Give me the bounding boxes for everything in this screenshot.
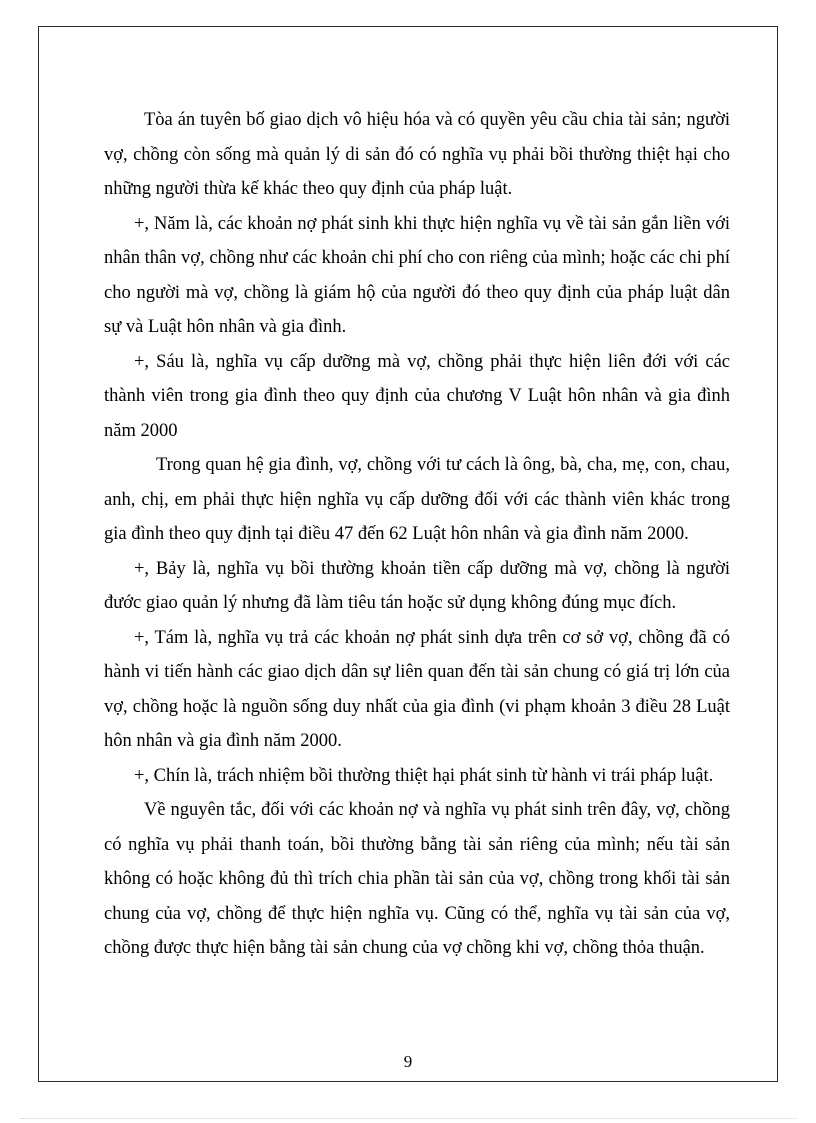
page-number: 9 bbox=[403, 1052, 413, 1071]
paragraph-5: +, Bảy là, nghĩa vụ bồi thường khoản tiền cấp dưỡng mà vợ, chồng là người đước giao quản lý nhưng đã làm tiêu tán hoặc sử dụng không đúng mục đích. bbox=[104, 558, 730, 613]
paragraph-4: Trong quan hệ gia đình, vợ, chồng với tư cách là ông, bà, cha, mẹ, con, chau, anh, chị, em phải thực hiện nghĩa vụ cấp dưỡng đối với các thành viên khác trong gia đình theo quy định tại điều 47 đến 62 Luật hôn nhân và gia đình năm 2000. bbox=[104, 455, 730, 544]
body-text bbox=[104, 103, 730, 966]
footer-divider bbox=[20, 1118, 796, 1119]
paragraph-2: +, Năm là, các khoản nợ phát sinh khi thực hiện nghĩa vụ về tài sản gắn liền với nhân thân vợ, chồng như các khoản chi phí cho con riêng của mình; hoặc các chi phí cho người mà vợ, chồng là giám hộ của người đó theo quy định của pháp luật dân sự và Luật hôn nhân và gia đình. bbox=[104, 213, 730, 337]
paragraph-1: Tòa án tuyên bố giao dịch vô hiệu hóa và có quyền yêu cầu chia tài sản; người vợ, chồng còn sống mà quản lý di sản đó có nghĩa vụ phải bồi thường thiệt hại cho những người thừa kế khác theo quy định của pháp luật. bbox=[104, 110, 730, 199]
paragraph-8: Về nguyên tắc, đối với các khoản nợ và nghĩa vụ phát sinh trên đây, vợ, chồng có nghĩa vụ phải thanh toán, bồi thường bằng tài sản riêng của mình; nếu tài sản không có hoặc không đủ thì trích chia phần tài sản của vợ, chồng trong khối tài sản chung của vợ, chồng để thực hiện nghĩa vụ. Cũng có thể, nghĩa vụ tài sản của vợ, chồng được thực hiện bằng tài sản chung của vợ chồng khi vợ, chồng thỏa thuận. bbox=[104, 800, 730, 958]
paragraph-6: +, Tám là, nghĩa vụ trả các khoản nợ phát sinh dựa trên cơ sở vợ, chồng đã có hành vi tiến hành các giao dịch dân sự liên quan đến tài sản chung có giá trị lớn của vợ, chồng hoặc là nguồn sống duy nhất của gia đình (vi phạm khoản 3 điều 28 Luật hôn nhân và gia đình năm 2000. bbox=[104, 627, 730, 751]
paragraph-7: +, Chín là, trách nhiệm bồi thường thiệt hại phát sinh từ hành vi trái pháp luật. bbox=[134, 765, 714, 786]
paragraph-3: +, Sáu là, nghĩa vụ cấp dưỡng mà vợ, chồng phải thực hiện liên đới với các thành viên trong gia đình theo quy định của chương V Luật hôn nhân và gia đình năm 2000 bbox=[104, 351, 730, 441]
